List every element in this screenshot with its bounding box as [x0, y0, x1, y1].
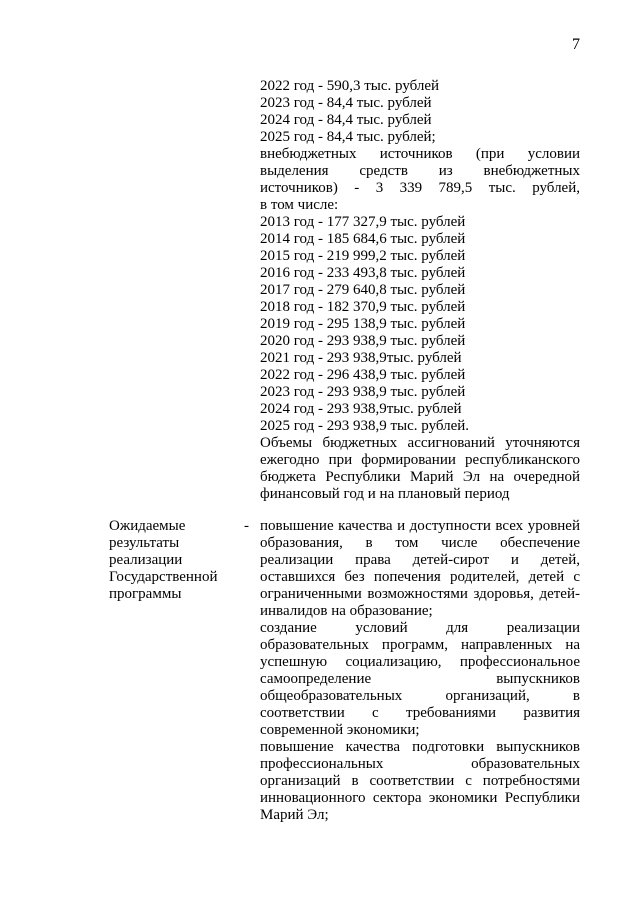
results-dash: -: [244, 518, 249, 534]
extra-budget-line: выделения средств из внебюджетных: [260, 163, 580, 179]
extra-year-line: 2018 год - 182 370,9 тыс. рублей: [260, 299, 466, 315]
extra-year-line: 2017 год - 279 640,8 тыс. рублей: [260, 282, 466, 298]
result-item: создание условий для реализации образовательных программ, направленных на успешную социализацию, профессиональное самоопределение выпускников общеобразовательных организаций, в соответствии с требованиями развития современной экономики;: [260, 620, 580, 738]
funding-section: [260, 78, 580, 503]
budget-year-line: 2023 год - 84,4 тыс. рублей: [260, 95, 432, 111]
funding-note: Объемы бюджетных ассигнований уточняются ежегодно при формировании республиканского бюджета Республики Марий Эл на очередной финансовый год и на плановый период: [260, 435, 580, 502]
extra-year-line: 2025 год - 293 938,9 тыс. рублей.: [260, 418, 470, 434]
extra-year-line: 2021 год - 293 938,9тыс. рублей: [260, 350, 462, 366]
extra-budget-line: источников) - 3 339 789,5 тыс. рублей,: [260, 180, 580, 196]
extra-year-line: 2013 год - 177 327,9 тыс. рублей: [260, 214, 466, 230]
results-label-line: результаты: [109, 535, 180, 551]
results-label-line: Ожидаемые: [109, 518, 186, 534]
extra-year-line: 2022 год - 296 438,9 тыс. рублей: [260, 367, 466, 383]
extra-budget-line: внебюджетных источников (при условии: [260, 146, 580, 162]
budget-year-line: 2025 год - 84,4 тыс. рублей;: [260, 129, 436, 145]
result-item: повышение качества и доступности всех уровней образования, в том числе обеспечение реализации права детей-сирот и детей, оставшихся без попечения родителей, детей с ограниченными возможностями здоровья, детей-инвалидов на образование;: [260, 518, 580, 619]
results-list: [260, 518, 580, 824]
budget-year-line: 2024 год - 84,4 тыс. рублей: [260, 112, 432, 128]
results-label-line: программы: [109, 586, 182, 602]
budget-year-line: 2022 год - 590,3 тыс. рублей: [260, 78, 440, 94]
results-label-line: Государственной: [109, 569, 218, 585]
extra-year-line: 2023 год - 293 938,9 тыс. рублей: [260, 384, 466, 400]
extra-year-line: 2016 год - 233 493,8 тыс. рублей: [260, 265, 466, 281]
page-number: 7: [572, 36, 580, 53]
extra-year-line: 2024 год - 293 938,9тыс. рублей: [260, 401, 462, 417]
result-item: повышение качества подготовки выпускников профессиональных образовательных организаций в соответствии с потребностями инновационного сектора экономики Республики Марий Эл;: [260, 739, 580, 823]
extra-year-line: 2020 год - 293 938,9 тыс. рублей: [260, 333, 466, 349]
including-label: в том числе:: [260, 197, 339, 213]
extra-year-line: 2014 год - 185 684,6 тыс. рублей: [260, 231, 466, 247]
extra-year-line: 2015 год - 219 999,2 тыс. рублей: [260, 248, 466, 264]
extra-year-line: 2019 год - 295 138,9 тыс. рублей: [260, 316, 466, 332]
results-label: [109, 518, 239, 603]
results-label-line: реализации: [109, 552, 183, 568]
